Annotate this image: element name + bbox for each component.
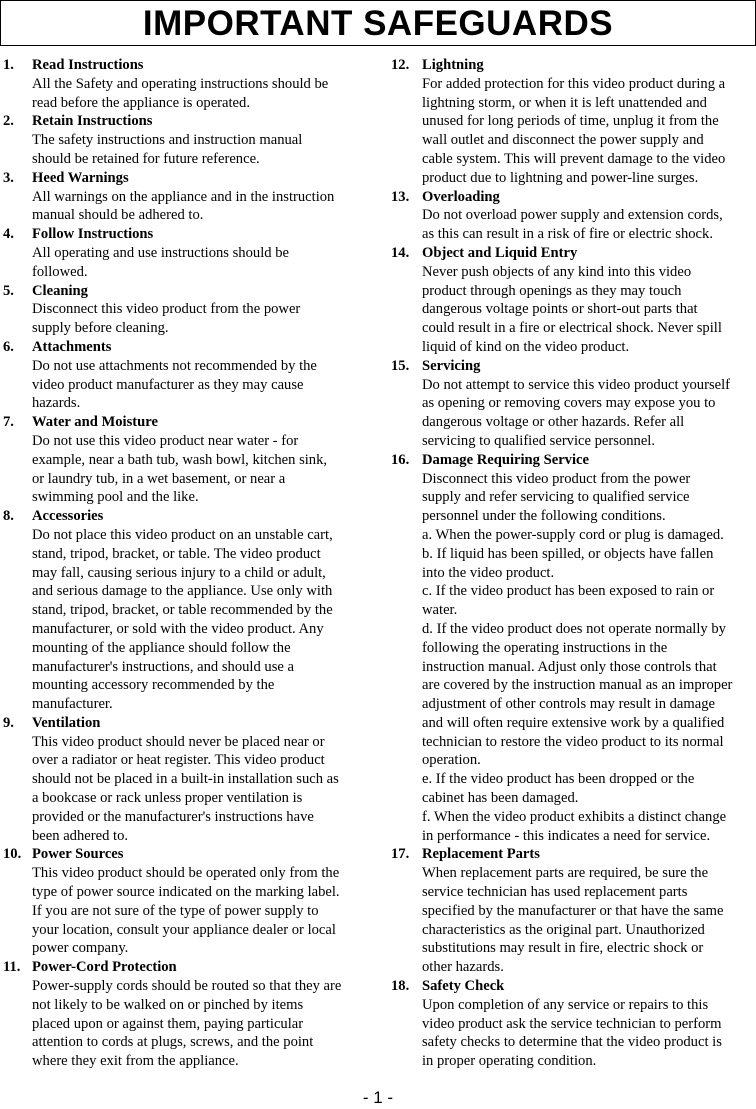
item-text-line: servicing to qualified service personnel. [422, 432, 656, 449]
item-text-line: Disconnect this video product from the power [32, 301, 301, 318]
item-text-line: should be retained for future reference. [32, 150, 260, 167]
item-text-line: power company. [32, 940, 129, 957]
item-text-line: not likely to be walked on or pinched by items [32, 996, 304, 1013]
item-body [32, 526, 365, 714]
item-text-line: product through openings as they may touch [422, 282, 682, 299]
item-heading: Ventilation [32, 714, 101, 731]
item-body [32, 244, 365, 282]
item-text-line: example, near a bath tub, wash bowl, kitchen sink, [32, 451, 328, 468]
item-text-line: adjustment of other controls may result in damage [422, 696, 716, 713]
item-text-line: read before the appliance is operated. [32, 94, 250, 111]
item-text-line: may fall, causing serious injury to a child or adult, [32, 564, 326, 581]
item-content [32, 56, 365, 112]
safeguard-item [391, 244, 756, 357]
safeguard-item [391, 357, 756, 451]
item-text-line: water. [422, 602, 458, 619]
item-text-line: When replacement parts are required, be sure the [422, 865, 709, 882]
item-content [32, 282, 365, 338]
item-text-line: dangerous voltage points or short-out parts that [422, 301, 698, 318]
item-text-line: or laundry tub, in a wet basement, or near a [32, 470, 286, 487]
item-text-line: and serious damage to the appliance. Use only with [32, 583, 333, 600]
item-text-line: are covered by the instruction manual as an improper [422, 677, 733, 694]
item-text-line: mounting accessory recommended by the [32, 677, 275, 694]
safeguard-item [3, 845, 365, 958]
item-content [32, 338, 365, 413]
item-text-line: and will often require extensive work by a qualified [422, 714, 725, 731]
item-text-line: manufacturer's instructions, and should use a [32, 658, 295, 675]
item-text-line: cable system. This will prevent damage to the video [422, 150, 726, 167]
item-text-line: following the operating instructions in the [422, 639, 668, 656]
item-number: 16. [391, 451, 410, 468]
item-text-line: Do not attempt to service this video product yourself [422, 376, 731, 393]
safeguard-item [3, 169, 365, 225]
item-text-line: dangerous voltage or other hazards. Refer all [422, 414, 685, 431]
item-heading: Accessories [32, 508, 104, 525]
item-content [422, 845, 756, 977]
item-text-line: type of power source indicated on the marking label. [32, 884, 340, 901]
item-number: 15. [391, 357, 410, 374]
item-text-line: a. When the power-supply cord or plug is damaged. [422, 526, 724, 543]
item-heading: Power-Cord Protection [32, 959, 177, 976]
item-text-line: This video product should be operated only from the [32, 865, 340, 882]
item-body [422, 206, 756, 244]
item-text-line: All the Safety and operating instructions should be [32, 75, 329, 92]
item-heading: Lightning [422, 57, 484, 73]
item-body [422, 263, 756, 357]
item-text-line: been adhered to. [32, 827, 129, 844]
safeguard-item [3, 338, 365, 413]
item-heading: Read Instructions [32, 57, 144, 73]
item-content [32, 112, 365, 168]
safeguard-item [391, 451, 756, 846]
item-text-line: lightning storm, or when it is left unattended and [422, 94, 707, 111]
item-content [32, 714, 365, 846]
item-body [32, 977, 365, 1071]
item-body [32, 864, 365, 958]
item-text-line: video product manufacturer as they may cause [32, 376, 304, 393]
item-text-line: video product ask the service technician to perform [422, 1015, 722, 1032]
item-text-line: cabinet has been damaged. [422, 790, 579, 807]
item-heading: Servicing [422, 357, 481, 374]
item-heading: Attachments [32, 338, 112, 355]
item-heading: Overloading [422, 188, 500, 205]
item-heading: Damage Requiring Service [422, 451, 589, 468]
item-number: 8. [3, 508, 14, 525]
safeguard-item [391, 977, 756, 1071]
item-body [32, 432, 365, 507]
item-body [422, 864, 756, 977]
item-text-line: d. If the video product does not operate normally by [422, 620, 726, 637]
right-column [391, 56, 756, 1071]
item-text-line: over a radiator or heat register. This video product [32, 752, 325, 769]
item-heading: Object and Liquid Entry [422, 244, 578, 261]
item-text-line: e. If the video product has been dropped or the [422, 771, 695, 788]
item-text-line: supply before cleaning. [32, 320, 169, 337]
item-body [32, 357, 365, 413]
item-text-line: attention to cords at plugs, screws, and the point [32, 1034, 314, 1051]
item-text-line: f. When the video product exhibits a distinct change [422, 808, 727, 825]
left-column [3, 56, 365, 1071]
item-content [422, 357, 756, 451]
item-text-line: liquid of kind on the video product. [422, 338, 630, 355]
item-body [422, 470, 756, 846]
item-text-line: manufacturer. [32, 696, 113, 713]
page-number: - 1 - [362, 1088, 394, 1107]
item-text-line: technician to restore the video product to its normal [422, 733, 724, 750]
item-text-line: mounting of the appliance should follow the [32, 639, 291, 656]
item-text-line: supply and refer servicing to qualified service [422, 489, 690, 506]
item-body [422, 75, 756, 188]
item-number: 5. [3, 282, 14, 299]
item-text-line: safety checks to determine that the video product is [422, 1034, 722, 1051]
safeguard-item [391, 188, 756, 244]
item-text-line: For added protection for this video product during a [422, 75, 726, 92]
item-text-line: personnel under the following conditions. [422, 508, 666, 525]
item-number: 2. [3, 113, 14, 130]
item-content [32, 413, 365, 507]
safeguard-item [391, 56, 756, 188]
item-text-line: where they exit from the appliance. [32, 1053, 239, 1070]
item-text-line: wall outlet and disconnect the power supply and [422, 132, 704, 149]
item-body [32, 75, 365, 113]
safeguard-item [3, 56, 365, 112]
item-number: 11. [3, 959, 21, 976]
item-number: 7. [3, 414, 14, 431]
item-body [32, 733, 365, 846]
item-text-line: Do not use attachments not recommended by the [32, 357, 317, 374]
item-text-line: should not be placed in a built-in installation such as [32, 771, 339, 788]
item-text-line: hazards. [32, 395, 81, 412]
safeguard-item [3, 413, 365, 507]
item-text-line: This video product should never be placed near or [32, 733, 325, 750]
item-content [422, 977, 756, 1071]
item-text-line: Do not use this video product near water - for [32, 432, 299, 449]
item-content [422, 244, 756, 357]
item-text-line: Do not place this video product on an unstable cart, [32, 526, 333, 543]
item-text-line: service technician has used replacement parts [422, 884, 688, 901]
item-number: 10. [3, 846, 22, 863]
item-heading: Heed Warnings [32, 169, 129, 186]
item-number: 18. [391, 978, 410, 995]
item-text-line: placed upon or against them, paying particular [32, 1015, 304, 1032]
item-text-line: manual should be adhered to. [32, 207, 204, 224]
item-number: 4. [3, 226, 14, 243]
item-text-line: could result in a fire or electrical shock. Never spill [422, 320, 722, 337]
safeguard-item [3, 507, 365, 714]
item-text-line: All warnings on the appliance and in the instruction [32, 188, 335, 205]
safeguard-item [3, 225, 365, 281]
item-text-line: into the video product. [422, 564, 555, 581]
item-text-line: as this can result in a risk of fire or electric shock. [422, 226, 713, 243]
item-heading: Follow Instructions [32, 226, 154, 243]
item-text-line: All operating and use instructions should be [32, 244, 289, 261]
item-body [32, 188, 365, 226]
item-number: 3. [3, 169, 14, 186]
item-body [422, 996, 756, 1071]
item-text-line: as opening or removing covers may expose you to [422, 395, 716, 412]
safeguard-item [3, 282, 365, 338]
safeguard-item [3, 714, 365, 846]
item-text-line: specified by the manufacturer or that have the same [422, 902, 724, 919]
item-heading: Replacement Parts [422, 846, 540, 863]
item-heading: Water and Moisture [32, 414, 158, 431]
item-number: 14. [391, 244, 410, 261]
item-content [422, 188, 756, 244]
item-text-line: unused for long periods of time, unplug it from the [422, 113, 719, 130]
item-text-line: b. If liquid has been spilled, or objects have fallen [422, 545, 714, 562]
item-content [32, 958, 365, 1071]
item-text-line: Disconnect this video product from the power [422, 470, 691, 487]
item-content [422, 56, 756, 188]
item-content [32, 845, 365, 958]
item-text-line: The safety instructions and instruction manual [32, 132, 303, 149]
item-text-line: Upon completion of any service or repairs to this [422, 996, 709, 1013]
item-body [32, 131, 365, 169]
safeguard-item [391, 845, 756, 977]
item-text-line: characteristics as the original part. Unauthorized [422, 921, 705, 938]
item-text-line: other hazards. [422, 959, 504, 976]
item-text-line: manufacturer, or sold with the video product. Any [32, 620, 324, 637]
item-text-line: substitutions may result in fire, electric shock or [422, 940, 704, 957]
item-number: 1. [3, 57, 14, 73]
item-heading: Retain Instructions [32, 113, 153, 130]
page-title: IMPORTANT SAFEGUARDS [142, 3, 614, 43]
item-text-line: in performance - this indicates a need for service. [422, 827, 711, 844]
item-number: 12. [391, 57, 410, 73]
item-text-line: followed. [32, 263, 88, 280]
safeguard-item [3, 112, 365, 168]
item-number: 13. [391, 188, 410, 205]
item-number: 9. [3, 714, 14, 731]
item-text-line: your location, consult your appliance dealer or local [32, 921, 336, 938]
item-text-line: Never push objects of any kind into this video [422, 263, 692, 280]
item-content [32, 225, 365, 281]
item-heading: Power Sources [32, 846, 124, 863]
item-body [32, 300, 365, 338]
item-text-line: product due to lightning and power-line surges. [422, 169, 699, 186]
item-text-line: in proper operating condition. [422, 1053, 597, 1070]
item-number: 6. [3, 338, 14, 355]
item-text-line: Do not overload power supply and extension cords, [422, 207, 723, 224]
item-heading: Cleaning [32, 282, 88, 299]
item-heading: Safety Check [422, 978, 505, 995]
item-text-line: Power-supply cords should be routed so that they are [32, 978, 342, 995]
item-text-line: stand, tripod, bracket, or table. The video product [32, 545, 321, 562]
item-text-line: swimming pool and the like. [32, 489, 199, 506]
item-content [422, 451, 756, 846]
item-content [32, 507, 365, 714]
item-text-line: c. If the video product has been exposed to rain or [422, 583, 715, 600]
item-text-line: If you are not sure of the type of power supply to [32, 902, 319, 919]
item-text-line: stand, tripod, bracket, or table recommended by the [32, 602, 333, 619]
item-text-line: a bookcase or rack unless proper ventilation is [32, 790, 303, 807]
item-text-line: provided or the manufacturer's instructions have [32, 808, 314, 825]
item-number: 17. [391, 846, 410, 863]
item-text-line: operation. [422, 752, 481, 769]
title-box [0, 0, 756, 46]
item-content [32, 169, 365, 225]
item-text-line: instruction manual. Adjust only those controls that [422, 658, 717, 675]
item-body [422, 376, 756, 451]
safeguard-item [3, 958, 365, 1071]
